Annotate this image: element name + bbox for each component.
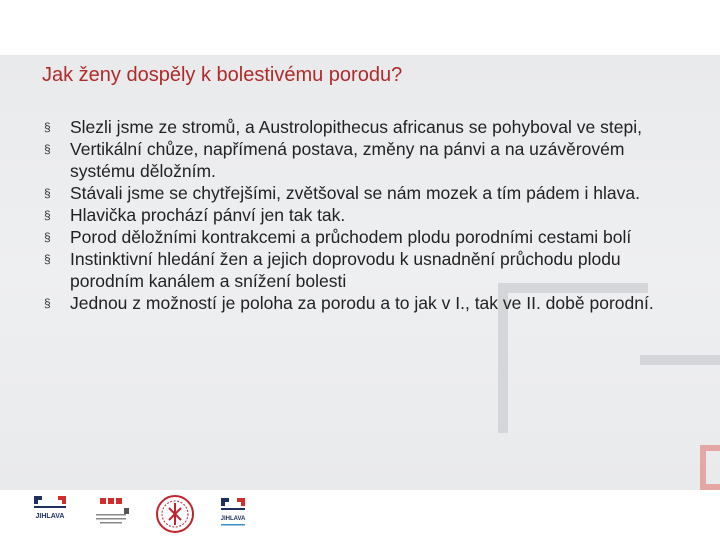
bullet-marker: §: [44, 142, 51, 156]
bullet-text: Instinktivní hledání žen a jejich doprovodu k usnadnění průchodu plodu porodním kanálem a snížení bolesti: [70, 249, 621, 291]
bullet-list: [44, 116, 684, 314]
circular-seal-logo: [155, 494, 195, 534]
bullet-text: Vertikální chůze, napřímená postava, změny na pánvi a na uzávěrovém systému děložním.: [70, 139, 625, 181]
slide-title: Jak ženy dospěly k bolestivému porodu?: [42, 64, 403, 86]
bullet-text: Hlavička prochází pánví jen tak tak.: [70, 205, 346, 225]
jihlava-cross-logo: [213, 494, 253, 534]
bullet-marker: §: [44, 120, 51, 134]
bullet-item: [44, 138, 684, 182]
bullet-marker: §: [44, 296, 51, 310]
vysoka-skola-polytechnicka-logo: [30, 494, 70, 526]
bullet-text: Jednou z možností je poloha za porodu a to jak v I., tak ve II. době porodní.: [70, 293, 654, 313]
bullet-item: [44, 292, 684, 314]
bullet-item: [44, 116, 684, 138]
bullet-marker: §: [44, 208, 51, 222]
logo-4-text: JIHLAVA: [220, 516, 246, 522]
logo-1-text: JIHLAVA: [35, 513, 65, 520]
bullet-text: Porod děložními kontrakcemi a průchodem plodu porodními cestami bolí: [70, 227, 632, 247]
bullet-item: [44, 226, 684, 248]
bullet-item: [44, 248, 684, 292]
decorative-red-frame: [700, 445, 720, 490]
bullet-item: [44, 204, 684, 226]
red-squares-logo: [90, 494, 140, 534]
bullet-text: Slezli jsme ze stromů, a Austrolopithecus africanus se pohyboval ve stepi,: [70, 117, 642, 137]
bullet-marker: §: [44, 230, 51, 244]
bullet-item: [44, 182, 684, 204]
bullet-text: Stávali jsme se chytřejšími, zvětšoval se nám mozek a tím pádem i hlava.: [70, 183, 640, 203]
bullet-marker: §: [44, 186, 51, 200]
bullet-marker: §: [44, 252, 51, 266]
top-white-band: [0, 0, 720, 55]
